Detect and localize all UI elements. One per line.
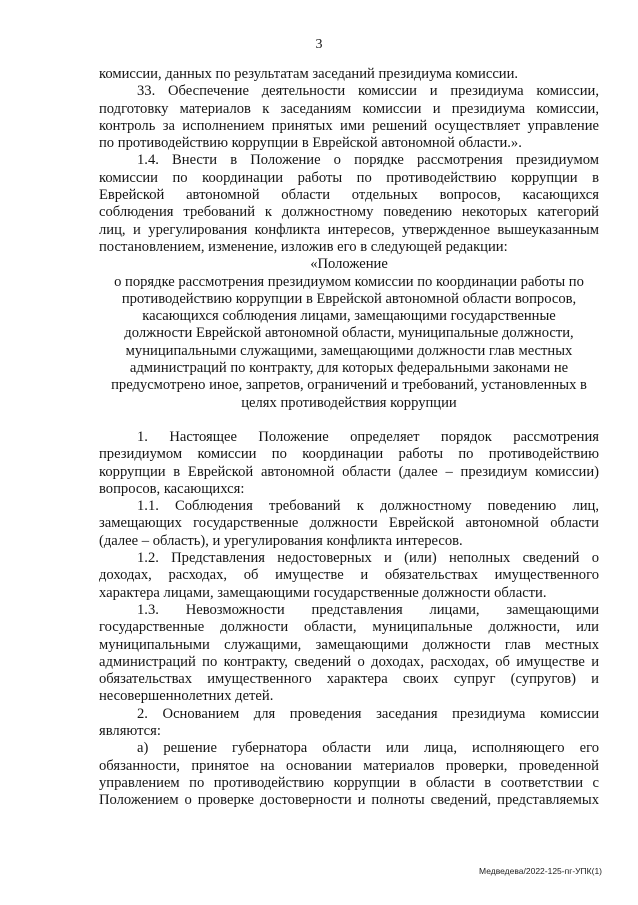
text-line: вопросов, касающихся:: [99, 480, 245, 497]
heading-line: касающихся соблюдения лицами, замещающими государственные: [142, 308, 556, 325]
text-line: комиссии, данных по результатам заседаний президиума комиссии.: [99, 66, 519, 82]
regulation-heading: [99, 256, 599, 412]
text-line: контроль за исполнением принятых ими решений осуществляет управление: [99, 117, 599, 134]
text-line: соблюдения требований к должностному поведению некоторых категорий: [99, 204, 599, 221]
text-line: коррупции в Еврейской автономной области (далее – президиум комиссии): [99, 463, 599, 480]
text-line: несовершеннолетних детей.: [99, 688, 274, 705]
text-line: администраций по контракту, сведений о доходах, расходах, об имуществе и: [99, 653, 599, 670]
heading-line: о порядке рассмотрения президиумом комиссии по координации работы по: [114, 273, 584, 290]
text-line: Положением о проверке достоверности и полноты сведений, представляемых: [99, 792, 599, 809]
text-line: по противодействию коррупции в Еврейской автономной области.».: [99, 135, 522, 152]
heading-line: должности Еврейской автономной области, муниципальные должности,: [124, 325, 574, 342]
text-line: являются:: [99, 722, 161, 739]
text-line: управлением по противодействию коррупции в области в соответствии с: [99, 774, 599, 791]
text-line: обязанности, принятое на основании материалов проверки, проведенной: [99, 757, 599, 774]
text-line: 1.2. Представления недостоверных и (или) неполных сведений о: [137, 550, 599, 567]
heading-line: «Положение: [310, 256, 388, 273]
text-line: 1.3. Невозможности представления лицами, замещающими: [137, 601, 599, 618]
page-number: 3: [315, 37, 323, 52]
text-line: доходах, расходах, об имуществе и обязательствах имущественного: [99, 567, 599, 584]
text-line: 33. Обеспечение деятельности комиссии и президиума комиссии,: [137, 83, 599, 100]
heading-line: муниципальными служащими, замещающими должности глав местных: [125, 342, 573, 359]
footer-document-code: Медведева/2022-125-пг-УПК(1): [479, 866, 602, 876]
text-line: характера лицами, замещающими государственные должности области.: [99, 584, 547, 601]
text-line: комиссии по координации работы по противодействию коррупции в: [99, 169, 599, 186]
text-line: 1.1. Соблюдения требований к должностному поведению лиц,: [137, 498, 599, 515]
text-line: (далее – область), и урегулирования конфликта интересов.: [99, 532, 463, 549]
heading-line: целях противодействия коррупции: [241, 394, 457, 411]
text-line: обязательствах имущественного характера своих супруг (супругов) и: [99, 671, 599, 688]
text-line: президиумом комиссии по координации работы по противодействию: [99, 446, 599, 463]
spacer: [99, 412, 599, 429]
text-line: муниципальными служащими, замещающими должности глав местных: [99, 636, 599, 653]
text-line: 1.4. Внести в Положение о порядке рассмотрения президиумом: [137, 152, 599, 169]
heading-line: администраций по контракту, для которых федеральными законами не: [129, 360, 569, 377]
text-line: лиц, и урегулирования конфликта интересов, утвержденное вышеуказанным: [99, 221, 599, 238]
text-line: замещающих государственные должности Еврейской автономной области: [99, 515, 599, 532]
text-line: а) решение губернатора области или лица, исполняющего его: [137, 740, 599, 757]
text-line: 2. Основанием для проведения заседания президиума комиссии: [137, 705, 599, 722]
heading-line: предусмотрено иное, запретов, ограничений и требований, установленных в: [111, 377, 587, 394]
text-line: 1. Настоящее Положение определяет порядок рассмотрения: [137, 428, 599, 445]
heading-line: противодействию коррупции в Еврейской автономной области вопросов,: [121, 290, 577, 307]
text-line: постановлением, изменение, изложив его в следующей редакции:: [99, 238, 508, 255]
text-line: государственные должности области, муниципальные должности, или: [99, 619, 599, 636]
text-line: подготовку материалов к заседаниям комиссии и президиума комиссии,: [99, 100, 599, 117]
text-line: Еврейской автономной области отдельных вопросов, касающихся: [99, 187, 599, 204]
document-body: [99, 66, 599, 809]
